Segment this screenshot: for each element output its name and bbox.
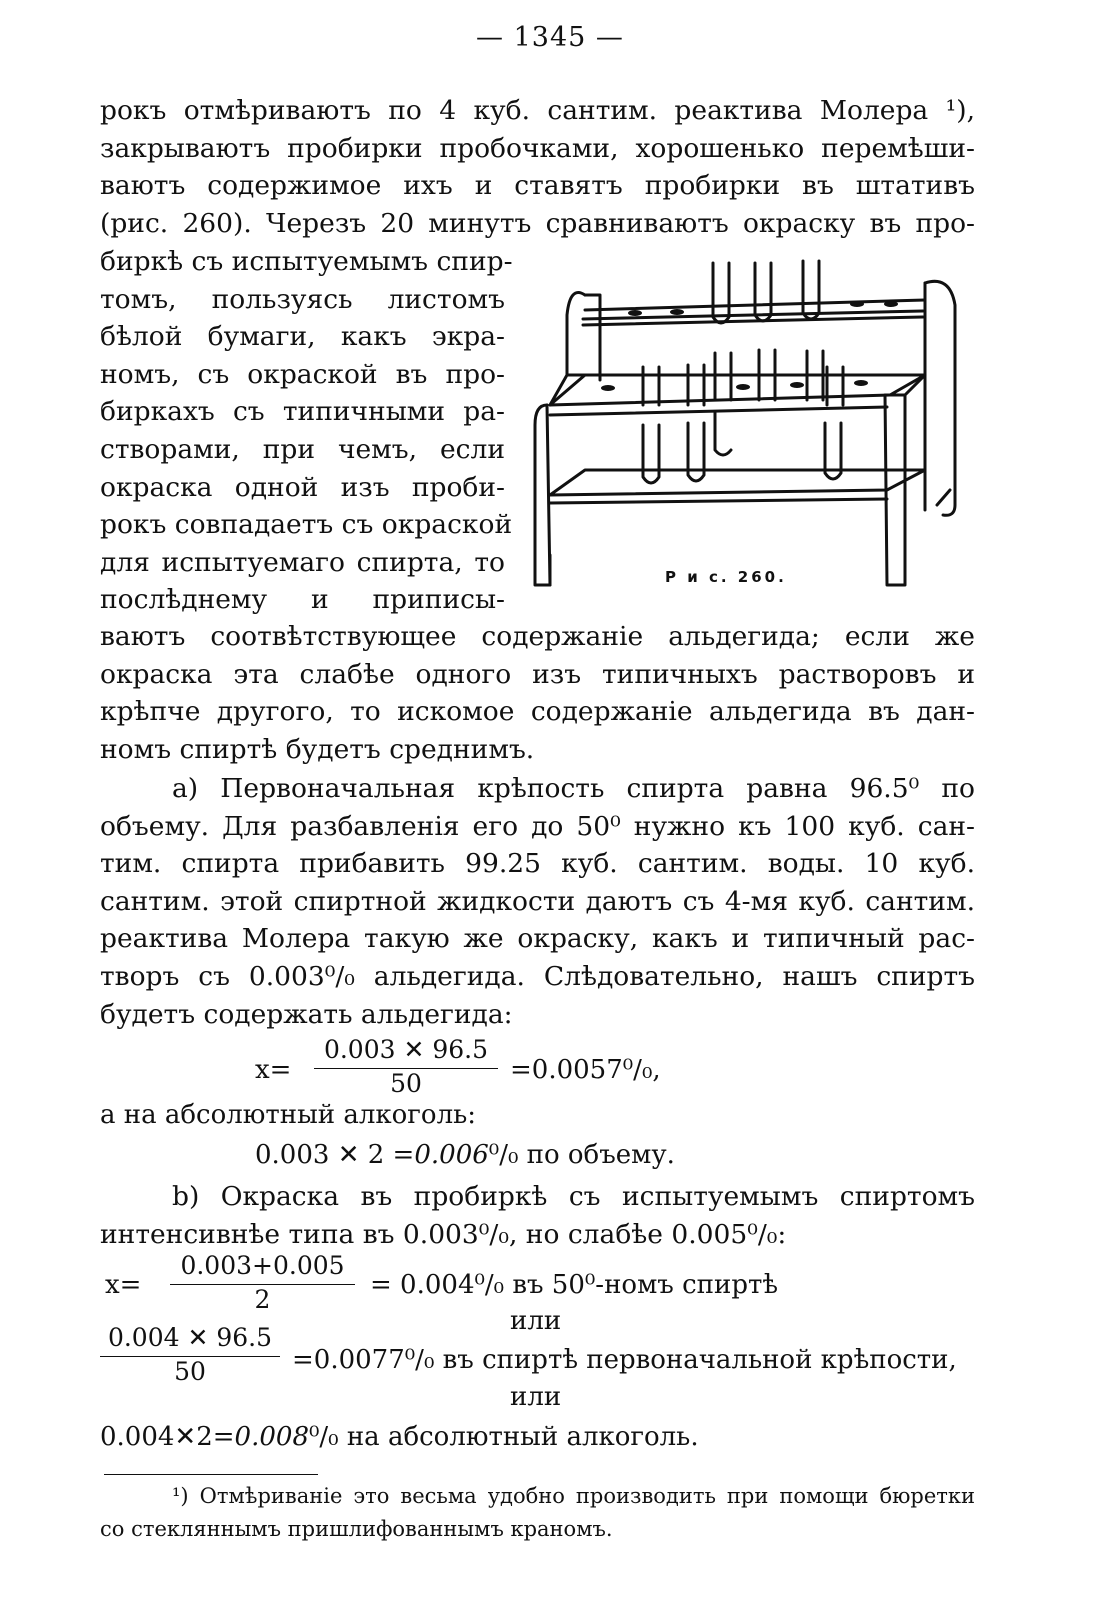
text-or: или [510, 1382, 562, 1412]
formula-fraction [100, 1322, 280, 1387]
text-line: окраска эта слабѣе одного изъ типичныхъ растворовъ и [100, 658, 975, 690]
text-line: томъ, пользуясь листомъ [100, 283, 505, 315]
paragraph-intro [100, 92, 975, 242]
formula-lhs: x= [255, 1055, 292, 1085]
text-line: окраска одной изъ проби- [100, 471, 505, 503]
text-line: бѣлой бумаги, какъ экра- [100, 321, 505, 353]
text-line: тим. спирта прибавить 99.25 куб. сантим. воды. 10 куб. [100, 848, 975, 880]
text-line: рокъ совпадаетъ съ окраской [100, 509, 513, 541]
text-line: ваютъ содержимое ихъ и ставятъ пробирки въ штативъ [100, 170, 975, 202]
formula-unit: ⁰/₀ по объему. [488, 1140, 675, 1170]
formula-result: = 0.004⁰/₀ въ 50⁰-номъ спиртѣ [370, 1270, 779, 1300]
text-line: сантим. этой спиртной жидкости даютъ съ 4-мя куб. сантим. [100, 885, 975, 917]
fraction-numerator: 0.003 ✕ 96.5 [314, 1034, 498, 1069]
figure-caption: Р и с. 260. [665, 568, 787, 586]
formula-result: =0.0057⁰/₀, [510, 1055, 661, 1085]
text-line: номъ, съ окраской въ про- [100, 358, 505, 390]
formula-expression: 0.003 ✕ 2 = [255, 1140, 415, 1170]
fraction-denominator: 50 [174, 1357, 206, 1386]
text-line: объему. Для разбавленія его до 50⁰ нужно къ 100 куб. сан- [100, 810, 975, 842]
text-line: a) Первоначальная крѣпость спирта равна 96.5⁰ по [172, 773, 975, 804]
text-line: крѣпче другого, то искомое содержаніе альдегида въ дан- [100, 696, 975, 728]
fraction-denominator: 50 [390, 1069, 422, 1098]
formula-fraction [170, 1250, 355, 1315]
text-line: закрываютъ пробирки пробочками, хорошенько перемѣши- [100, 132, 975, 164]
text-line: послѣднему и приписы- [100, 584, 505, 616]
text-line: интенсивнѣе типа въ 0.003⁰/₀, но слабѣе 0.005⁰/₀: [100, 1218, 787, 1250]
formula-lhs: x= [105, 1270, 142, 1300]
text-line: биркахъ съ типичными ра- [100, 396, 505, 428]
footnote-divider [104, 1474, 318, 1475]
text-line: (рис. 260). Черезъ 20 минутъ сравниваютъ окраску въ про- [100, 207, 975, 239]
text-or: или [510, 1306, 562, 1336]
fraction-numerator: 0.004 ✕ 96.5 [100, 1322, 280, 1357]
formula-expression: 0.004✕2= [100, 1422, 235, 1452]
page-number: — 1345 — [476, 22, 624, 53]
formula-value: 0.006 [414, 1140, 489, 1170]
test-tube-rack-figure [525, 255, 975, 595]
text-line: ваютъ соотвѣтствующее содержаніе альдегида; если же [100, 621, 975, 652]
formula-result: =0.0077⁰/₀ въ спиртѣ первоначальной крѣпости, [292, 1345, 957, 1375]
text-line: творъ съ 0.003⁰/₀ альдегида. Слѣдовательно, нашъ спиртъ [100, 960, 975, 992]
text-line: створами, при чемъ, если [100, 433, 505, 465]
formula-value: 0.008 [234, 1422, 309, 1452]
text-line: будетъ содержать альдегида: [100, 998, 513, 1030]
fraction-denominator: 2 [254, 1285, 271, 1314]
formula-fraction [314, 1034, 498, 1099]
formula-unit: ⁰/₀ на абсолютный алкоголь. [308, 1422, 699, 1452]
paragraph-after-figure [100, 618, 975, 768]
text-line: номъ спиртѣ будетъ среднимъ. [100, 733, 535, 765]
paragraph-a [100, 770, 975, 1033]
text-line: биркѣ съ испытуемымъ спир- [100, 246, 513, 277]
text-line: b) Окраска въ пробиркѣ съ испытуемымъ спиртомъ [172, 1181, 975, 1212]
paragraph-b [100, 1178, 975, 1253]
formula-absolute [100, 1422, 699, 1452]
text-line: рокъ отмѣриваютъ по 4 куб. сантим. реактива Молера ¹), [100, 95, 975, 126]
fraction-numerator: 0.003+0.005 [170, 1250, 355, 1285]
footnote [100, 1480, 975, 1546]
footnote-line: со стекляннымъ пришлифованнымъ краномъ. [100, 1517, 613, 1541]
formula-absolute [255, 1140, 675, 1170]
text-line: реактива Молера такую же окраску, какъ и типичный рас- [100, 923, 975, 955]
text-line: для испытуемаго спирта, то [100, 546, 505, 578]
text-line: а на абсолютный алкоголь: [100, 1100, 477, 1130]
footnote-line: ¹) Отмѣриваніе это весьма удобно производить при помощи бюретки [172, 1484, 975, 1508]
